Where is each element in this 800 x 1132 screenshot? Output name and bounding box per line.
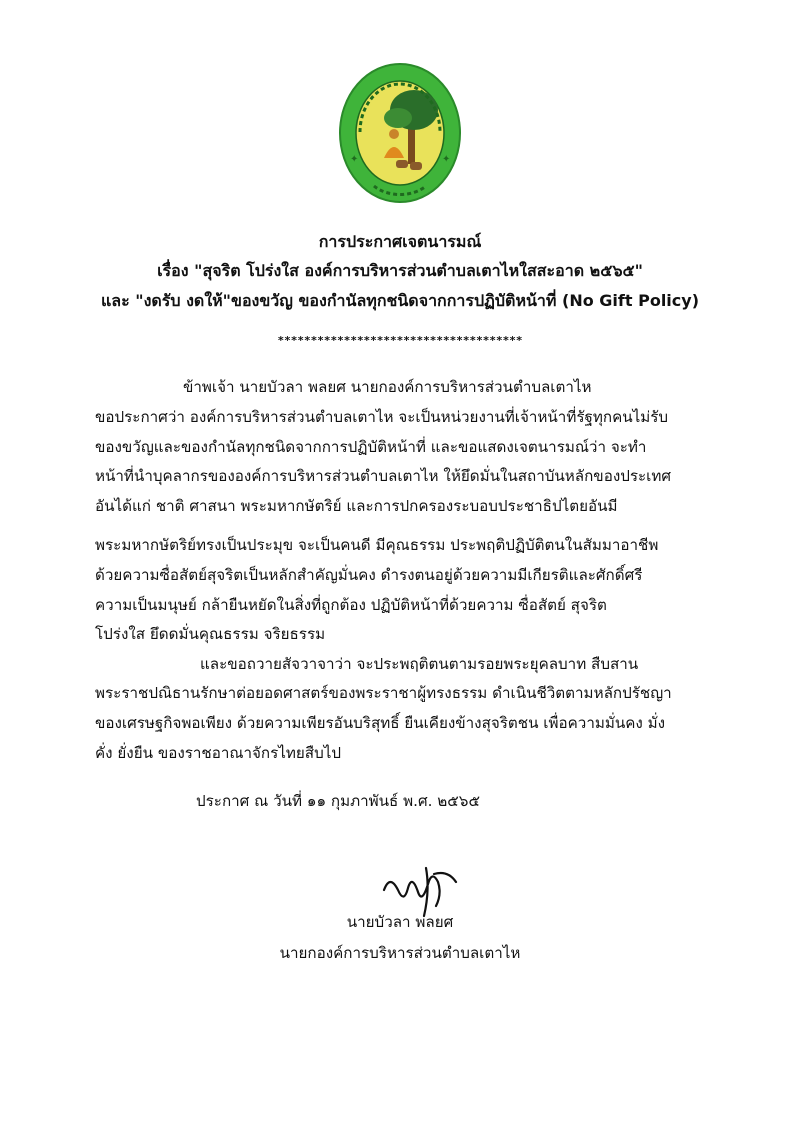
body-line: โปร่งใส ยึดดมั่นคุณธรรม จริยธรรม [95,625,326,643]
body-line: ของขวัญและของกำนัลทุกชนิดจากการปฏิบัติหน้าที่ และขอแสดงเจตนารมณ์ว่า จะทำ [95,438,647,456]
body-line: ขอประกาศว่า องค์การบริหารส่วนตำบลเตาไห จะเป็นหน่วยงานที่เจ้าหน้าที่รัฐทุกคนไม่รับ [95,408,669,426]
signatory-name: นายบัวลา พลยศ [346,913,454,931]
body-line: ข้าพเจ้า นายบัวลา พลยศ นายกองค์การบริหารส่วนตำบลเตาไห [183,378,592,396]
declaration-date: ประกาศ ณ วันที่ ๑๑ กุมภาพันธ์ พ.ศ. ๒๕๖๕ [196,792,480,810]
no-gift-policy-line: และ "งดรับ งดให้"ของขวัญ ของกำนัลทุกชนิดจากการปฏิบัติหน้าที่ (No Gift Policy) [100,291,700,310]
body-line: คั่ง ยั่งยืน ของราชอาณาจักรไทยสืบไป [95,744,341,762]
svg-text:✦: ✦ [350,154,359,165]
signatory-position: นายกองค์การบริหารส่วนตำบลเตาไห [279,944,521,962]
separator-line: ************************************* [277,334,523,347]
declaration-subject: เรื่อง "สุจริต โปร่งใส องค์การบริหารส่วนตำบลเตาไหใสสะอาด ๒๕๖๕" [157,261,643,280]
body-line: พระราชปณิธานรักษาต่อยอดศาสตร์ของพระราชาผู้ทรงธรรม ดำเนินชีวิตตามหลักปรัชญา [95,684,672,702]
body-line: และขอถวายสัจวาจาว่า จะประพฤติตนตามรอยพระยุคลบาท สืบสาน [200,655,639,673]
organization-seal-logo [338,62,462,204]
body-line: ความเป็นมนุษย์ กล้ายืนหยัดในสิ่งที่ถูกต้อง ปฏิบัติหน้าที่ด้วยความ ซื่อสัตย์ สุจริต [95,596,607,614]
body-line: พระมหากษัตริย์ทรงเป็นประมุข จะเป็นคนดี มีคุณธรรม ประพฤติปฏิบัติตนในสัมมาอาชีพ [95,536,659,554]
svg-text:✦: ✦ [442,154,451,165]
body-line: อันได้แก่ ชาติ ศาสนา พระมหากษัตริย์ และการปกครองระบอบประชาธิปไตยอันมี [95,497,618,515]
body-line: ด้วยความซื่อสัตย์สุจริตเป็นหลักสำคัญมั่นคง ดำรงตนอยู่ด้วยความมีเกียรติและศักดิ์ศรี [95,566,643,584]
declaration-heading: การประกาศเจตนารมณ์ [318,232,482,251]
body-line: ของเศรษฐกิจพอเพียง ด้วยความเพียรอันบริสุทธิ์ ยืนเคียงข้างสุจริตชน เพื่อความมั่นคง มั่ง [95,714,666,732]
body-line: หน้าที่นำบุคลากรขององค์การบริหารส่วนตำบลเตาไห ให้ยึดมั่นในสถาบันหลักของประเทศ [95,467,672,485]
